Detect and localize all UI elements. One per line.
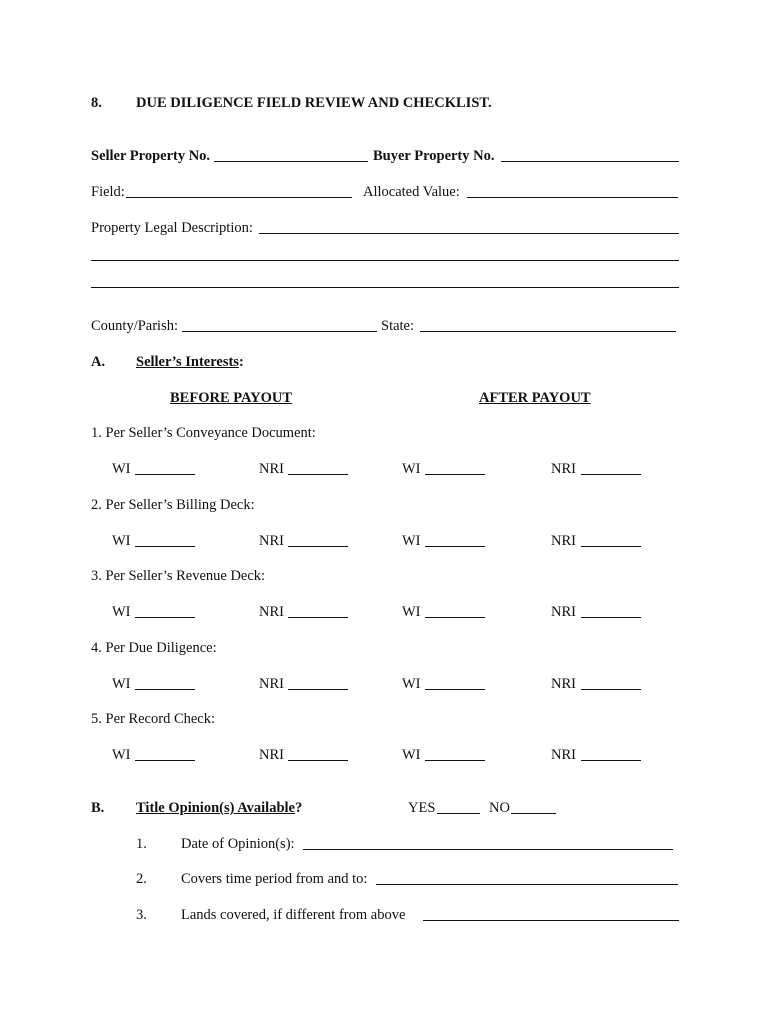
buyer-property-label: Buyer Property No. (373, 148, 495, 164)
after-wi-input[interactable] (425, 689, 485, 690)
before-nri-input[interactable] (288, 617, 348, 618)
no-input[interactable] (511, 813, 556, 814)
after-wi-input[interactable] (425, 617, 485, 618)
section-b-letter: B. (91, 800, 105, 816)
before-wi-input[interactable] (135, 546, 195, 547)
county-input[interactable] (182, 331, 377, 332)
section-a-title: Seller’s Interests (136, 354, 239, 370)
interest-item-label: 1. Per Seller’s Conveyance Document: (91, 425, 316, 441)
lands-covered-label: Lands covered, if different from above (181, 907, 406, 923)
before-payout-header: BEFORE PAYOUT (170, 390, 293, 406)
after-nri-input[interactable] (581, 689, 641, 690)
before-wi-input[interactable] (135, 617, 195, 618)
before-wi-input[interactable] (135, 760, 195, 761)
before-nri-label: NRI (259, 604, 284, 620)
before-nri-input[interactable] (288, 546, 348, 547)
after-nri-label: NRI (551, 676, 576, 692)
legal-description-label: Property Legal Description: (91, 220, 253, 236)
after-nri-input[interactable] (581, 617, 641, 618)
buyer-property-field[interactable] (501, 161, 679, 162)
seller-property-field[interactable] (214, 161, 368, 162)
seller-property-label: Seller Property No. (91, 148, 211, 164)
section-a-heading (136, 353, 244, 371)
after-wi-input[interactable] (425, 474, 485, 475)
section-title: DUE DILIGENCE FIELD REVIEW AND CHECKLIST. (136, 95, 492, 111)
after-nri-input[interactable] (581, 546, 641, 547)
state-input[interactable] (420, 331, 676, 332)
after-wi-label: WI (402, 461, 421, 477)
section-a-letter: A. (91, 354, 106, 370)
after-nri-input[interactable] (581, 760, 641, 761)
interest-item-label: 5. Per Record Check: (91, 711, 216, 727)
section-number: 8. (91, 95, 102, 111)
after-wi-label: WI (402, 747, 421, 763)
before-wi-label: WI (112, 747, 131, 763)
opinion-date-label: Date of Opinion(s): (181, 836, 295, 852)
opinion-date-input[interactable] (303, 849, 673, 850)
before-wi-label: WI (112, 676, 131, 692)
opinion-item-number: 3. (136, 907, 147, 923)
before-wi-input[interactable] (135, 474, 195, 475)
before-wi-label: WI (112, 461, 131, 477)
section-b-question-mark: ? (295, 800, 303, 816)
field-label: Field: (91, 184, 125, 200)
allocated-value-input[interactable] (467, 197, 678, 198)
after-nri-input[interactable] (581, 474, 641, 475)
before-nri-input[interactable] (288, 474, 348, 475)
before-wi-input[interactable] (135, 689, 195, 690)
no-label: NO (489, 800, 510, 816)
after-payout-header: AFTER PAYOUT (479, 390, 591, 406)
interest-item-label: 2. Per Seller’s Billing Deck: (91, 497, 255, 513)
after-wi-label: WI (402, 604, 421, 620)
legal-description-line-3[interactable] (91, 287, 679, 288)
before-nri-input[interactable] (288, 760, 348, 761)
interest-item-label: 4. Per Due Diligence: (91, 640, 217, 656)
section-b-title: Title Opinion(s) Available (136, 800, 295, 816)
before-nri-label: NRI (259, 533, 284, 549)
allocated-value-label: Allocated Value: (363, 184, 460, 200)
before-nri-input[interactable] (288, 689, 348, 690)
after-nri-label: NRI (551, 604, 576, 620)
after-nri-label: NRI (551, 461, 576, 477)
opinion-item-number: 1. (136, 836, 147, 852)
county-label: County/Parish: (91, 318, 179, 334)
state-label: State: (381, 318, 415, 334)
time-period-input[interactable] (376, 884, 678, 885)
before-wi-label: WI (112, 604, 131, 620)
interest-item-label: 3. Per Seller’s Revenue Deck: (91, 568, 266, 584)
before-nri-label: NRI (259, 747, 284, 763)
after-wi-label: WI (402, 676, 421, 692)
section-b-heading (136, 799, 302, 817)
legal-description-line-2[interactable] (91, 260, 679, 261)
after-nri-label: NRI (551, 747, 576, 763)
after-wi-label: WI (402, 533, 421, 549)
after-wi-input[interactable] (425, 546, 485, 547)
after-nri-label: NRI (551, 533, 576, 549)
opinion-item-number: 2. (136, 871, 147, 887)
before-wi-label: WI (112, 533, 131, 549)
lands-covered-input[interactable] (423, 920, 679, 921)
yes-input[interactable] (437, 813, 480, 814)
field-input[interactable] (126, 197, 352, 198)
time-period-label: Covers time period from and to: (181, 871, 368, 887)
section-a-colon: : (238, 354, 244, 370)
yes-label: YES (408, 800, 436, 816)
before-nri-label: NRI (259, 461, 284, 477)
legal-description-line-1[interactable] (259, 233, 679, 234)
after-wi-input[interactable] (425, 760, 485, 761)
before-nri-label: NRI (259, 676, 284, 692)
